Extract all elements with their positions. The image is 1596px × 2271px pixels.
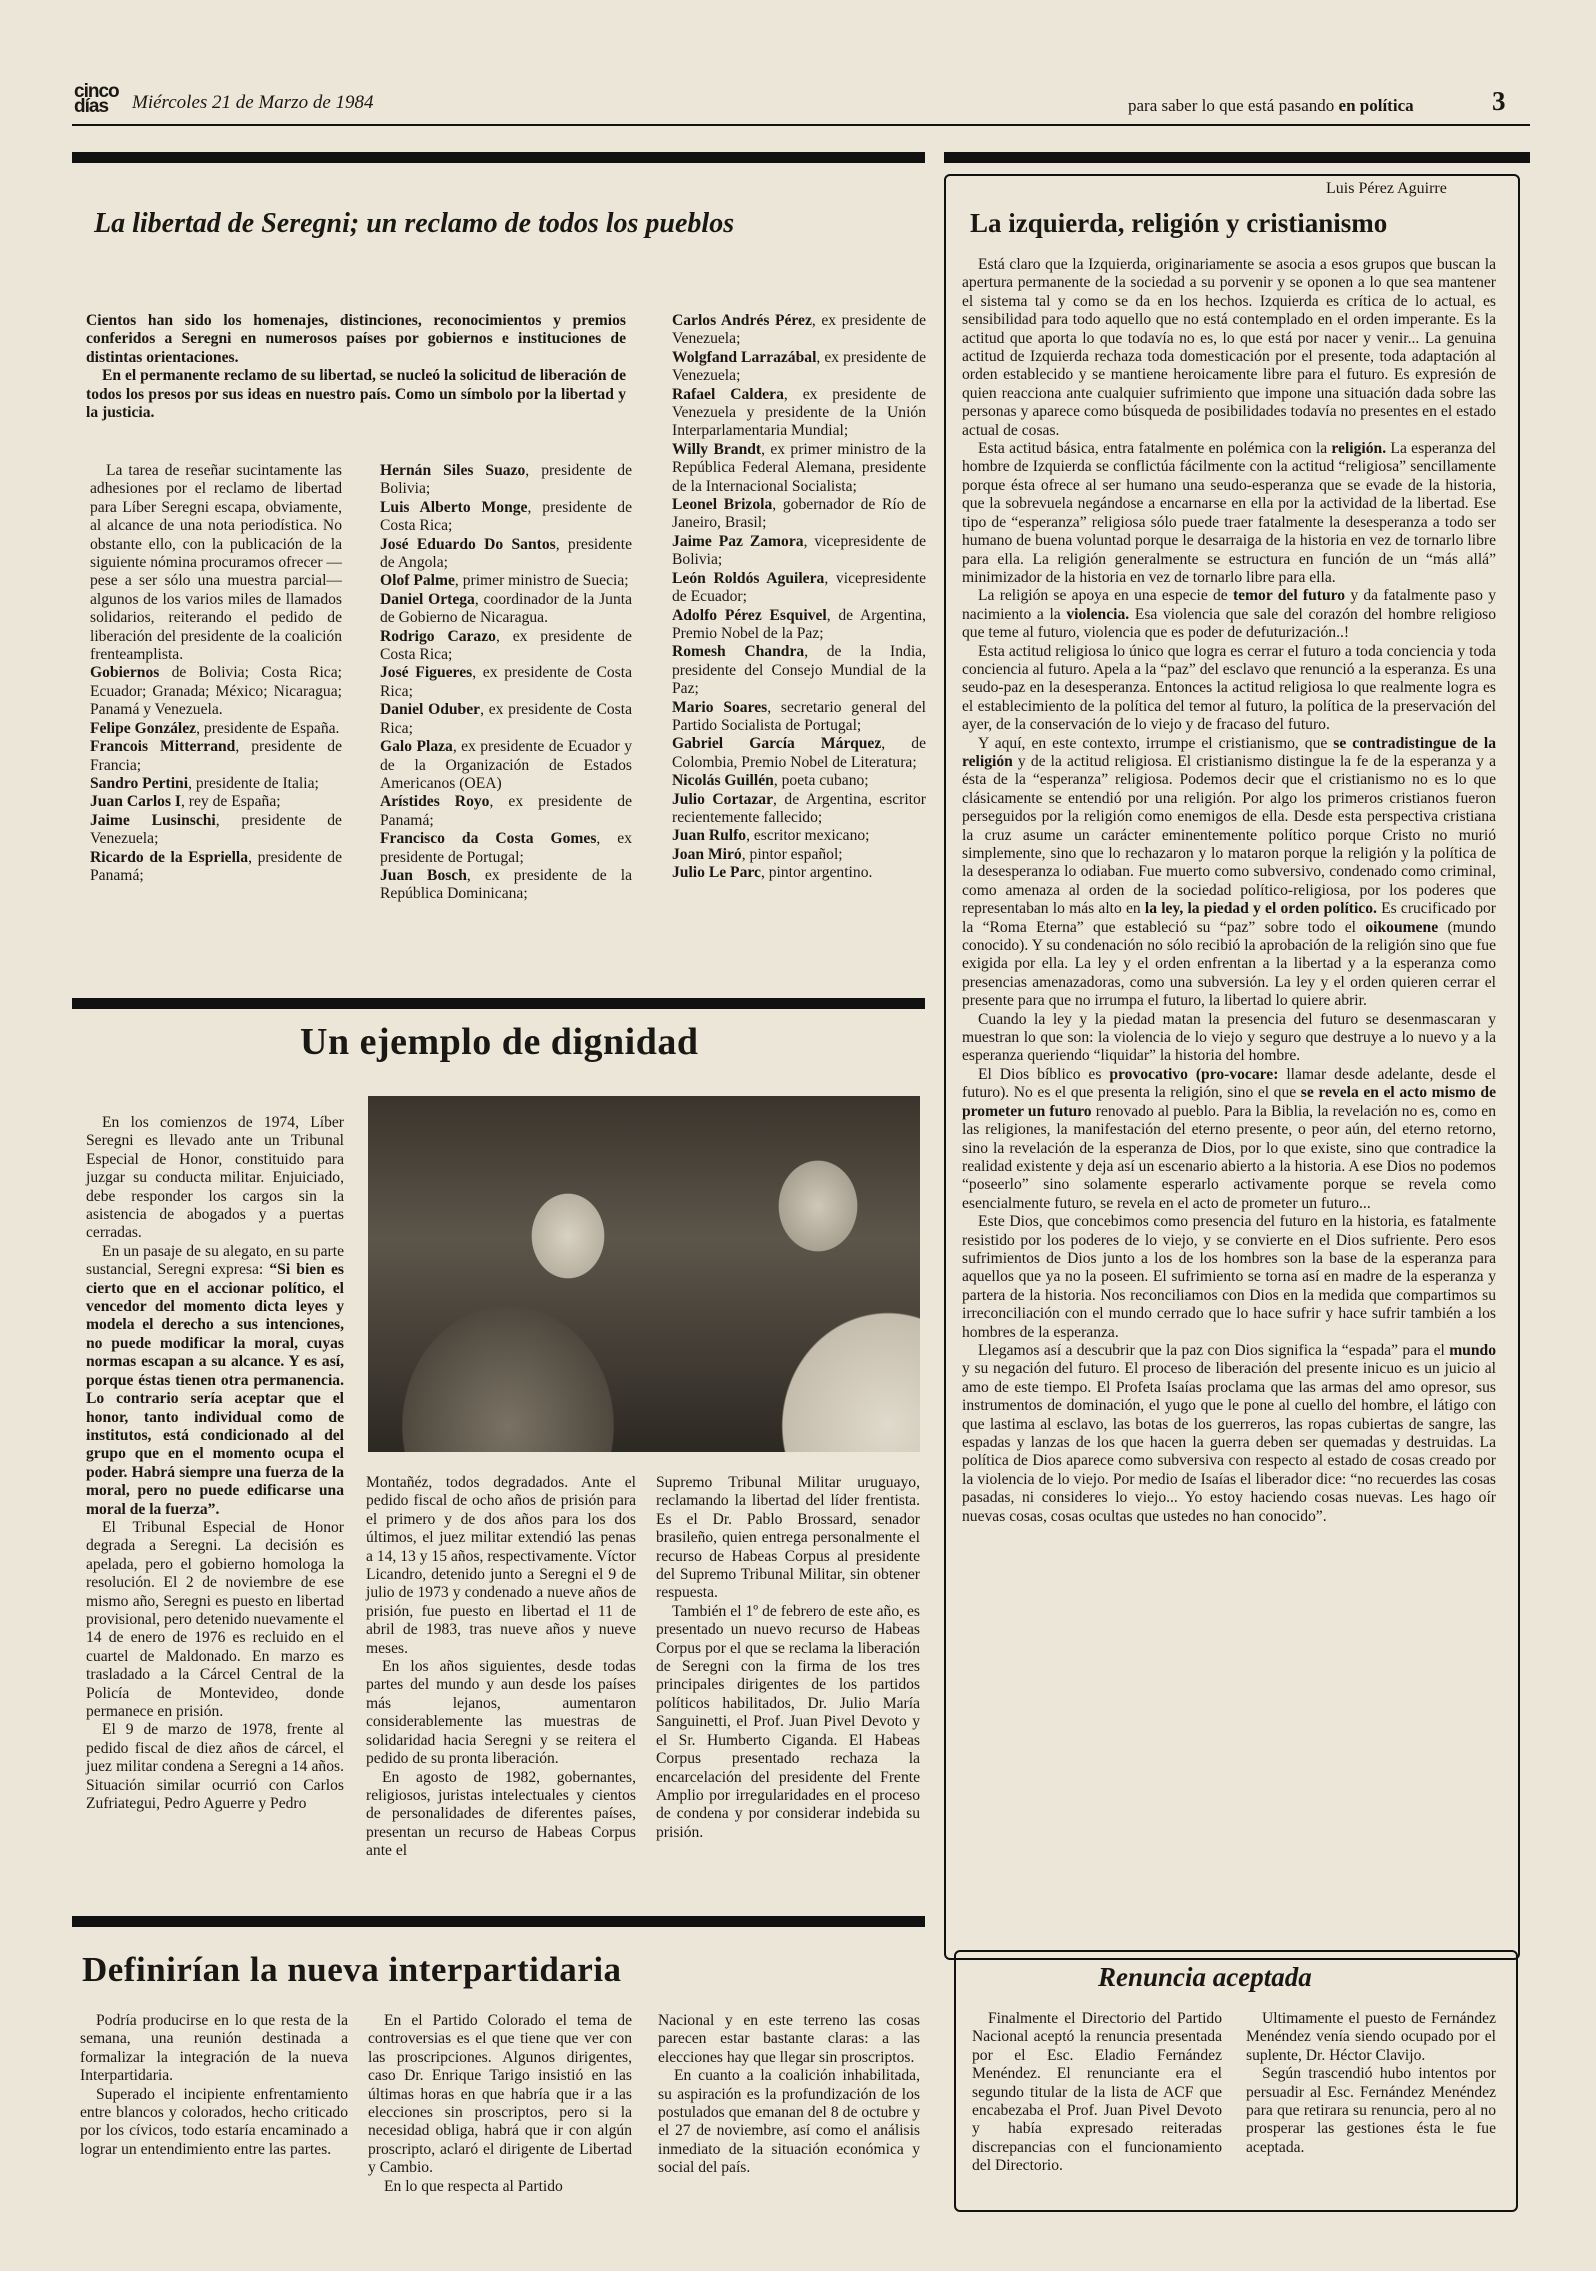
adhesion-entry: Felipe González, presidente de España. bbox=[90, 719, 340, 737]
izquierda-body bbox=[962, 256, 1496, 1526]
renuncia-col1-p1: Finalmente el Directorio del Partido Nacional aceptó la renuncia presentada por el Esc. Eladio Fernández Menéndez. El renunciante era el segundo titular de la lista de ACF que encabezaba el Prof. Juan Pivel Devoto y había expresado reiteradas discrepancias con el funcionamiento del Directorio. bbox=[972, 2010, 1222, 2175]
adhesion-entry: Juan Bosch, ex presidente de la República Dominicana; bbox=[380, 866, 632, 903]
issue-date: Miércoles 21 de Marzo de 1984 bbox=[132, 92, 374, 113]
section-tagline bbox=[1128, 96, 1414, 116]
adhesion-entry: Jaime Lusinschi, presidente de Venezuela; bbox=[90, 811, 342, 848]
newspaper-logo bbox=[74, 81, 119, 117]
dignidad-headline: Un ejemplo de dignidad bbox=[300, 1021, 699, 1063]
izquierda-p3: La religión se apoya en una especie de temor del futuro y da fatalmente paso y nacimiento a la violencia. Esa violencia que sale del corazón del hombre religioso que teme al futuro, violencia que es poder de defuturización..! bbox=[962, 587, 1496, 642]
izquierda-p4: Esta actitud religiosa lo único que logra es cerrar el futuro a toda conciencia y toda conciencia al futuro. Apela a la “paz” del esclavo que renunció a la esperanza. Es una seudo-paz en la desesperanza. Entonces la actitud religiosa lo que realmente logra es el establecimiento de la política del temor al futuro, la política de la preservación del ayer, de la conservación de lo viejo y de fracaso del futuro. bbox=[962, 642, 1496, 734]
masthead-rule bbox=[72, 124, 1530, 126]
section-rule-izquierda bbox=[944, 152, 1530, 163]
izquierda-p5: Y aquí, en este contexto, irrumpe el cristianismo, que se contradistingue de la religión y de la actitud religiosa. El cristianismo distingue la fe de la esperanza y a ésta de la “esperanza” religiosa. Podemos decir que el cristianismo no es lo que clásicamente se entendió por una religión. Por algo los primeros cristianos fueron perseguidos por la religión como enemigos de ella. Desde esta perspectiva cristiana la cruz asume un carácter eminentemente político porque Cristo no murió simplemente, sino que lo rechazaron y lo mataron porque la religión y la política de la desesperanza lo odiaban. Fue muerto como subversivo, condenado como criminal, como amenaza al orden de la sociedad político-religiosa, por los poderes que representaban lo más alto en la ley, la piedad y el orden político. Es crucificado por la “Roma Eterna” que estableció su “paz” sobre todo el oikoumene (mundo conocido). Y su condenación no sólo recibió la aprobación de la religión sino que fue exigida por ella. La ley y el orden enfrentan a la libertad y a la esperanza como presencias amenazadoras, como una subversión. La ley y el orden quieren cerrar el presente para que no irrumpa el futuro, la libertad lo quiere abrir. bbox=[962, 734, 1496, 1010]
tagline-prefix: para saber lo que está pasando bbox=[1128, 96, 1335, 115]
seregni-column-2 bbox=[380, 462, 632, 904]
adhesion-entry: Galo Plaza, ex presidente de Ecuador y de la Organización de Estados Americanos (OEA) bbox=[380, 738, 633, 792]
adhesion-entry: Jaime Paz Zamora, vicepresidente de Bolivia; bbox=[672, 532, 926, 569]
page-number: 3 bbox=[1492, 86, 1506, 116]
adhesion-entry: José Eduardo Do Santos, presidente de Angola; bbox=[380, 535, 632, 572]
renuncia-col2-p2: Según trascendió hubo intentos por persuadir al Esc. Fernández Menéndez para que retirara su renuncia, pero al no prosperar las gestiones ésta le fue aceptada. bbox=[1246, 2065, 1496, 2156]
adhesion-entry: Francois Mitterrand, presidente de Francia; bbox=[90, 738, 342, 774]
renuncia-column-1 bbox=[972, 2010, 1222, 2176]
seregni-intro bbox=[86, 312, 626, 422]
izquierda-p8: Este Dios, que concebimos como presencia del futuro en la historia, es fatalmente resistido por los poderes de lo viejo, y se convierte en el Dios sufriente. Pero esos sufrimientos de Dios junto a los de los hombres son la base de la esperanza para aquellos que ya no la poseen. El sufrimiento se torna así en madre de la esperanza y partera de la historia. Nos reconciliamos con Dios en la medida que compartimos su irreconciliación con el mundo cerrado que lo hace sufrir y hace sufrir también a los hombres de la esperanza. bbox=[962, 1213, 1496, 1341]
dignidad-col1-p1: En los comienzos de 1974, Líber Seregni es llevado ante un Tribunal Especial de Honor, constituido para juzgar su conducta militar. Enjuiciado, debe responder los cargos sin la asistencia de abogados y a puertas cerradas. bbox=[86, 1114, 344, 1242]
interpartidaria-col2-p2: En lo que respecta al Partido bbox=[384, 2177, 563, 2195]
adhesion-entry: Rodrigo Carazo, ex presidente de Costa Rica; bbox=[380, 627, 632, 664]
section-rule-interpartidaria bbox=[72, 1916, 925, 1927]
adhesion-entry: Sandro Pertini, presidente de Italia; bbox=[90, 774, 319, 792]
interpartidaria-headline: Definirían la nueva interpartidaria bbox=[82, 1950, 622, 1989]
interpartidaria-column-1 bbox=[80, 2012, 348, 2159]
adhesion-entry: Hernán Siles Suazo, presidente de Bolivia; bbox=[380, 462, 632, 498]
dignidad-col1-p2 bbox=[86, 1243, 344, 1519]
izquierda-p2: Esta actitud básica, entra fatalmente en polémica con la religión. La esperanza del hombre de Izquierda se conflictúa fácilmente con la actitud “religiosa” sencillamente porque ésta ofrece al ser humano una seudo-esperanza que se evade de la historia, que la sobrevuela negándose a encarnarse en ella por la actividad de la libertad. Ese tipo de “esperanza” religiosa sólo puede traer fatalmente la desesperanza a todo ser humano de buena voluntad porque le desarraiga de la historia en vez de tornarlo libre para ella. La religión generalmente se estructura en función de un “más allá” minimizador de la historia en vez de tornarlo libre para ella. bbox=[962, 440, 1496, 586]
seregni-column-3 bbox=[672, 312, 926, 883]
interpartidaria-col2-p1: En el Partido Colorado el tema de controversias es el que tiene que ver con las proscripciones. Algunos dirigentes, caso Dr. Enrique Tarigo insistió en las últimas horas en que habría que ir a las elecciones sin proscriptos, pero si la necesidad obliga, habrá que ir con algún proscripto, aclaró el dirigente de Libertad y Cambio. bbox=[368, 2012, 632, 2177]
dignidad-col1-p3: El Tribunal Especial de Honor degrada a Seregni. La decisión es apelada, pero el gobierno homologa la resolución. El 2 de noviembre de ese mismo año, Seregni es puesto en libertad provisional, pero detenido nuevamente el 14 de enero de 1976 es recluido en el cuartel de Maldonado. En marzo es trasladado a la Cárcel Central de la Policía de Montevideo, donde permanece en prisión. bbox=[86, 1518, 344, 1720]
renuncia-column-2 bbox=[1246, 2010, 1496, 2157]
interpartidaria-col1-p1: Podría producirse en lo que resta de la semana, una reunión destinada a formalizar la integración de la nueva Interpartidaria. bbox=[80, 2012, 348, 2085]
section-rule-seregni bbox=[72, 152, 925, 163]
dignidad-column-2 bbox=[366, 1474, 636, 1861]
quote-intro: En un pasaje de su alegato, en su parte sustancial, Seregni expresa: bbox=[86, 1242, 344, 1279]
izquierda-p1: Está claro que la Izquierda, originariamente se asocia a esos grupos que buscan la apertura permanente de la sociedad a su porvenir y se oponen a lo que sea mantener el sistema tal y como se da en los hechos. Izquierda es crítica de lo actual, es sensibilidad para todo aquello que no está contemplado en el orden imperante. Es la actitud que aporta lo que todavía no es, lo que está por nacer y venir... La genuina actitud de Izquierda rechaza toda domesticación por el presente, toda adaptación al orden establecido y se mantiene heroicamente libre para el futuro. Es expresión de quien reacciona ante cualquier sufrimiento que impone una situación dada sobre las personas y aparece como búsqueda de posibilidades todavía no presentes en el estado actual de cosas. bbox=[962, 256, 1496, 439]
seregni-col1-paragraph: La tarea de reseñar sucintamente las adhesiones por el reclamo de libertad para Líber Seregni escapa, obviamente, al alcance de una nota periodística. No obstante ello, con la publicación de la siguiente nómina procuramos ofrecer —pese a ser sólo una muestra parcial— algunos de los varios miles de llamados solidarios, reiterando el pedido de liberación del presidente de la coalición frenteamplista. bbox=[90, 462, 343, 664]
dignidad-col3-p2: También el 1º de febrero de este año, es presentado un nuevo recurso de Habeas Corpus por el que se reclama la liberación de Seregni con la firma de los tres principales dirigentes de los partidos políticos habilitados, Dr. Julio María Sanguinetti, el Prof. Juan Pivel Devoto y el Sr. Humberto Ciganda. El Habeas Corpus presentado rechaza la encarcelación del presidente del Frente Amplio por irregularidades en el proceso de condena y por considerar indebida su prisión. bbox=[656, 1602, 920, 1841]
logo-line-2: días bbox=[74, 96, 109, 117]
adhesion-entry: Gabriel García Márquez, de Colombia, Premio Nobel de Literatura; bbox=[672, 735, 926, 771]
seregni-quote: “Si bien es cierto que en el accionar político, el vencedor del momento dicta leyes y modela el derecho a sus intenciones, no puede modificar la moral, cuyas normas escapan a su alcance. Y es así, porque éstas tienen otra permanencia. Lo contrario sería aceptar que el honor, tanto individual como de institutos, está condicionado al del grupo que en el momento ocupa el poder. Habrá siempre una fuerza de la moral, pero no puede edificarse una moral de la fuerza”. bbox=[86, 1261, 345, 1518]
adhesion-entry: Mario Soares, secretario general del Partido Socialista de Portugal; bbox=[672, 698, 926, 734]
adhesion-entry: Julio Le Parc, pintor argentino. bbox=[672, 864, 873, 882]
izquierda-p6: Cuando la ley y la piedad matan la presencia del futuro se desenmascaran y muestran lo que son: la violencia de lo viejo y seguro que destruye a lo nuevo y a la esperanza queriendo “liquidar” la historia del hombre. bbox=[962, 1010, 1496, 1065]
adhesion-entry: Luis Alberto Monge, presidente de Costa Rica; bbox=[380, 498, 633, 535]
section-rule-dignidad bbox=[72, 998, 925, 1009]
izquierda-p7: El Dios bíblico es provocativo (pro-vocare: llamar desde adelante, desde el futuro). No es el que presenta la religión, sino el que se revela en el acto mismo de prometer un futuro renovado al pueblo. Para la Biblia, la revelación no es, como en las religiones, la manifestación del eterno presente, o peor aún, del eterno retorno, sino la revelación de la esperanza de Dios, por lo que existe, sino que contradice la realidad existente y deja así un escenario abierto a la historia. A ese Dios no podemos “poseerlo” sino solamente esperarlo activamente porque se revela como esencialmente futuro, se revela en el acto de prometer un futuro... bbox=[962, 1065, 1497, 1212]
adhesion-entry: Juan Rulfo, escritor mexicano; bbox=[672, 827, 870, 845]
adhesion-entry: Willy Brandt, ex primer ministro de la República Federal Alemana, presidente de la Internacional Socialista; bbox=[672, 440, 926, 495]
seregni-intro-2: En el permanente reclamo de su libertad, se nucleó la solicitud de liberación de todos los presos por sus ideas en nuestro país. Como un símbolo por la libertad y la justicia. bbox=[86, 367, 626, 422]
dignidad-col3-p1: Supremo Tribunal Militar uruguayo, reclamando la libertad del líder frentista. Es el Dr. Pablo Brossard, senador brasileño, quien entrega personalmente el recurso de Habeas Corpus al presidente del Supremo Tribunal Militar, sin obtener respuesta. bbox=[656, 1474, 920, 1602]
interpartidaria-col1-p2: Superado el incipiente enfrentamiento entre blancos y colorados, hecho criticado por los cívicos, todo estaría encaminado a lograr un entendimiento entre las partes. bbox=[80, 2085, 348, 2158]
interpartidaria-column-3 bbox=[658, 2012, 920, 2178]
adhesion-entry: Ricardo de la Espriella, presidente de Panamá; bbox=[90, 848, 342, 884]
renuncia-col2-p1: Ultimamente el puesto de Fernández Menéndez venía siendo ocupado por el suplente, Dr. Héctor Clavijo. bbox=[1246, 2010, 1496, 2064]
tagline-section: en política bbox=[1338, 96, 1414, 115]
seregni-headline: La libertad de Seregni; un reclamo de todos los pueblos bbox=[94, 208, 735, 239]
interpartidaria-col3-p2: En cuanto a la coalición inhabilitada, su aspiración es la profundización de los postulados que emanan del 8 de octubre y el 27 de noviembre, así como el análisis inmediato de la situación económica y social del país. bbox=[658, 2067, 920, 2177]
adhesion-entry: Francisco da Costa Gomes, ex presidente de Portugal; bbox=[380, 830, 632, 866]
logo-line-1: cinco bbox=[74, 81, 119, 102]
adhesion-entry: Romesh Chandra, de la India, presidente del Consejo Mundial de la Paz; bbox=[672, 643, 927, 698]
adhesion-entry: Gobiernos de Bolivia; Costa Rica; Ecuador; Granada; México; Nicaragua; Panamá y Venezuela. bbox=[90, 664, 342, 719]
adhesion-entry: Carlos Andrés Pérez, ex presidente de Venezuela; bbox=[672, 312, 926, 348]
seregni-column-1 bbox=[90, 462, 342, 885]
seregni-intro-1: Cientos han sido los homenajes, distinciones, reconocimientos y premios conferidos a Seregni en numerosos países por gobiernos e instituciones de distintas orientaciones. bbox=[86, 312, 626, 366]
dignidad-column-3 bbox=[656, 1474, 920, 1842]
izquierda-p9: Llegamos así a descubrir que la paz con Dios significa la “espada” para el mundo y su negación del futuro. El proceso de liberación del presente inicuo es un juicio al amo de este tiempo. El Profeta Isaías proclama que las armas del amo opresor, sus instrumentos de dominación, el yugo que le pone al cuello del hombre, el látigo con que lastima al esclavo, las botas de los guerreros, las ropas cubiertas de sangre, las espadas y lanzas de los que hacen la guerra deben ser quemadas y destruidas. La política de Dios aparece como subversiva con respecto al estado de cosas creado por la violencia de lo viejo. Por medio de Isaías el liberador dice: “no recuerdes las cosas pasadas, ni consideres lo viejo... Yo estoy haciendo cosas nuevas. Les hago oír nuevas cosas, cosas ocultas que ustedes no han conocido”. bbox=[962, 1341, 1496, 1525]
seregni-photo bbox=[368, 1096, 920, 1452]
adhesion-entry: José Figueres, ex presidente de Costa Rica; bbox=[380, 664, 632, 700]
adhesion-entry: Joan Miró, pintor español; bbox=[672, 845, 843, 863]
adhesion-entry: Daniel Oduber, ex presidente de Costa Rica; bbox=[380, 701, 632, 737]
adhesion-entry: Adolfo Pérez Esquivel, de Argentina, Premio Nobel de la Paz; bbox=[672, 606, 926, 642]
izquierda-author: Luis Pérez Aguirre bbox=[1326, 180, 1447, 197]
dignidad-col2-p3: En agosto de 1982, gobernantes, religiosos, juristas intelectuales y cientos de personalidades de diferentes países, presentan un recurso de Habeas Corpus ante el bbox=[366, 1768, 636, 1860]
adhesion-entry: Juan Carlos I, rey de España; bbox=[90, 793, 281, 811]
interpartidaria-col3-p1: Nacional y en este terreno las cosas parecen estar bastante claras: a las elecciones hay que llegar sin proscriptos. bbox=[658, 2012, 920, 2066]
adhesion-entry: Wolgfand Larrazábal, ex presidente de Venezuela; bbox=[672, 348, 926, 385]
adhesion-entry: Leonel Brizola, gobernador de Río de Janeiro, Brasil; bbox=[672, 496, 926, 532]
adhesion-entry: Rafael Caldera, ex presidente de Venezuela y presidente de la Unión Interparlamentaria Mundial; bbox=[672, 385, 926, 440]
dignidad-col1-p4: El 9 de marzo de 1978, frente al pedido fiscal de diez años de cárcel, el juez militar condena a Seregni a 14 años. Situación similar ocurrió con Carlos Zufriategui, Pedro Aguerre y Pedro bbox=[86, 1721, 344, 1813]
adhesion-entry: León Roldós Aguilera, vicepresidente de Ecuador; bbox=[672, 569, 926, 606]
interpartidaria-column-2 bbox=[368, 2012, 632, 2196]
dignidad-col2-p1: Montañéz, todos degradados. Ante el pedido fiscal de ocho años de prisión para el primero y de dos años para los dos últimos, el juez militar extendió las penas a 14, 13 y 15 años, respectivamente. Víctor Licandro, detenido junto a Seregni el 9 de julio de 1973 y condenado a nueve años de prisión, fue puesto en libertad el 11 de abril de 1983, tras nueve años y nueve meses. bbox=[366, 1474, 636, 1657]
adhesion-entry: Julio Cortazar, de Argentina, escritor recientemente fallecido; bbox=[672, 790, 926, 826]
adhesion-entry: Nicolás Guillén, poeta cubano; bbox=[672, 772, 869, 790]
adhesion-entry: Daniel Ortega, coordinador de la Junta de Gobierno de Nicaragua. bbox=[380, 590, 632, 627]
adhesion-entry: Arístides Royo, ex presidente de Panamá; bbox=[380, 793, 632, 829]
izquierda-headline: La izquierda, religión y cristianismo bbox=[970, 208, 1388, 238]
adhesion-entry: Olof Palme, primer ministro de Suecia; bbox=[380, 572, 629, 590]
renuncia-headline: Renuncia aceptada bbox=[1098, 1962, 1312, 1992]
dignidad-column-1 bbox=[86, 1114, 344, 1813]
dignidad-col2-p2: En los años siguientes, desde todas partes del mundo y aun desde los países más lejanos, aumentaron considerablemente las muestras de solidaridad hacia Seregni y se reitera el pedido de su pronta liberación. bbox=[366, 1658, 636, 1768]
